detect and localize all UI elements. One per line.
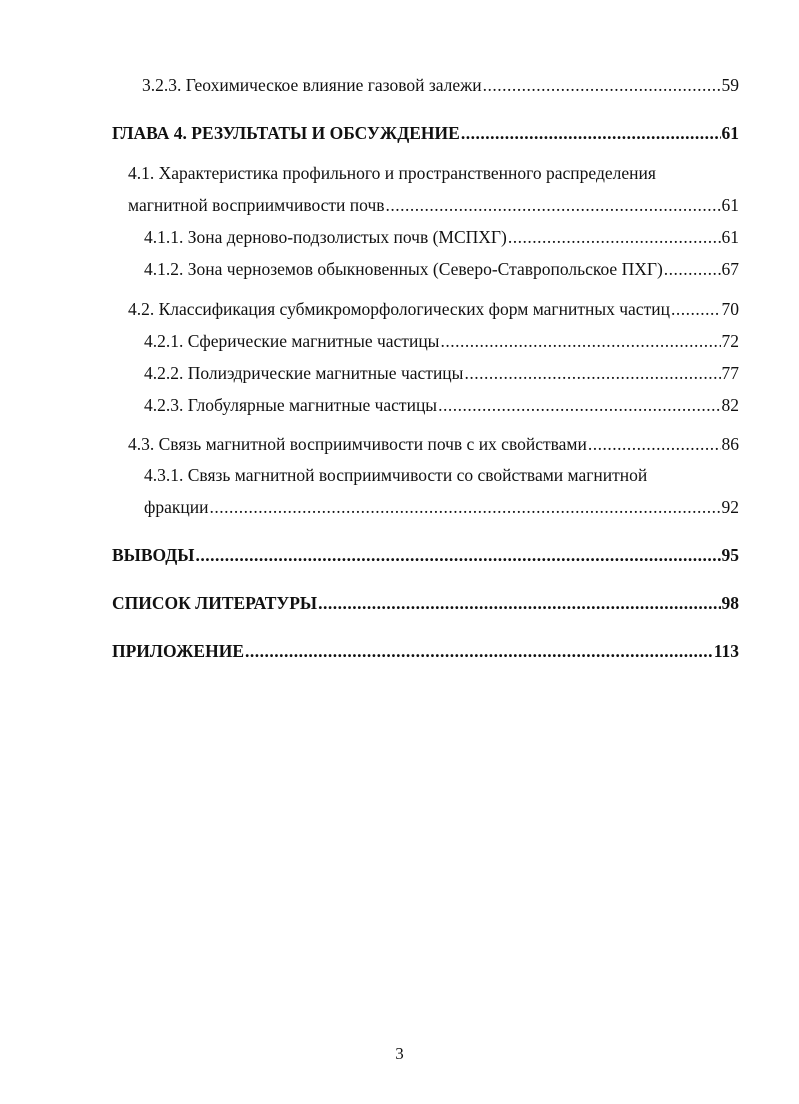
toc-leader-dots — [664, 258, 721, 280]
toc-chapter-4 — [112, 122, 739, 144]
toc-entry-4-1 — [128, 194, 739, 216]
toc-leader-dots — [483, 74, 721, 96]
toc-page-number: 92 — [721, 497, 739, 517]
toc-page-number: 70 — [721, 299, 739, 319]
toc-entry-4-3-1-line1: 4.3.1. Связь магнитной восприимчивости со свойствами магнитной — [144, 465, 648, 485]
toc-entry-4-2 — [128, 298, 739, 320]
toc-leader-dots — [588, 433, 721, 455]
toc-page-number: 61 — [721, 123, 739, 143]
toc-leader-dots — [196, 544, 721, 566]
toc-entry-title: ГЛАВА 4. РЕЗУЛЬТАТЫ И ОБСУЖДЕНИЕ — [112, 123, 460, 143]
toc-page-number: 82 — [721, 395, 739, 415]
toc-leader-dots — [318, 592, 720, 614]
toc-page-number: 95 — [721, 545, 739, 565]
toc-entry-title: ВЫВОДЫ — [112, 545, 195, 565]
toc-conclusions — [112, 544, 739, 566]
toc-page-number: 72 — [721, 331, 739, 351]
toc-page-number: 98 — [721, 593, 739, 613]
toc-references — [112, 592, 739, 614]
toc-leader-dots — [508, 226, 721, 248]
toc-entry-title: 4.1.2. Зона черноземов обыкновенных (Северо-Ставропольское ПХГ) — [144, 259, 663, 279]
toc-leader-dots — [461, 122, 721, 144]
toc-page-number: 77 — [721, 363, 739, 383]
toc-entry-title: 4.3. Связь магнитной восприимчивости почв с их свойствами — [128, 434, 587, 454]
toc-page-number: 61 — [721, 227, 739, 247]
toc-leader-dots — [438, 394, 720, 416]
toc-page-number: 59 — [721, 75, 739, 95]
toc-page-number: 67 — [721, 259, 739, 279]
page-number: 3 — [395, 1044, 404, 1063]
toc-appendix — [112, 640, 739, 662]
toc-page-number: 86 — [721, 434, 739, 454]
toc-entry-title: 4.1.1. Зона дерново-подзолистых почв (МСПХГ) — [144, 227, 507, 247]
toc-page-number: 61 — [721, 195, 739, 215]
toc-entry-4-2-1 — [144, 330, 739, 352]
toc-leader-dots — [245, 640, 713, 662]
toc-entry-title: 4.2.1. Сферические магнитные частицы — [144, 331, 440, 351]
toc-entry-title: магнитной восприимчивости почв — [128, 195, 385, 215]
toc-entry-title: 3.2.3. Геохимическое влияние газовой залежи — [142, 75, 482, 95]
toc-leader-dots — [440, 330, 720, 352]
toc-entry-4-3 — [128, 433, 739, 455]
toc-leader-dots — [386, 194, 721, 216]
toc-entry-4-2-2 — [144, 362, 739, 384]
toc-page-number: 113 — [713, 641, 739, 661]
toc-entry-title: 4.2.3. Глобулярные магнитные частицы — [144, 395, 438, 415]
toc-entry-4-1-2 — [144, 258, 739, 280]
toc-entry-3-2-3 — [142, 74, 739, 96]
toc-entry-4-3-1 — [144, 496, 739, 518]
toc-entry-4-2-3 — [144, 394, 739, 416]
toc-leader-dots — [671, 298, 721, 320]
toc-entry-4-1-1 — [144, 226, 739, 248]
toc-entry-title: 4.2. Классификация субмикроморфологических форм магнитных частиц — [128, 299, 670, 319]
toc-entry-title: 4.2.2. Полиэдрические магнитные частицы — [144, 363, 464, 383]
toc-leader-dots — [464, 362, 720, 384]
toc-entry-title: фракции — [144, 497, 209, 517]
toc-entry-4-1-line1: 4.1. Характеристика профильного и пространственного распределения — [128, 163, 656, 183]
toc-leader-dots — [209, 496, 720, 518]
toc-entry-title: СПИСОК ЛИТЕРАТУРЫ — [112, 593, 318, 613]
toc-entry-title: ПРИЛОЖЕНИЕ — [112, 641, 245, 661]
